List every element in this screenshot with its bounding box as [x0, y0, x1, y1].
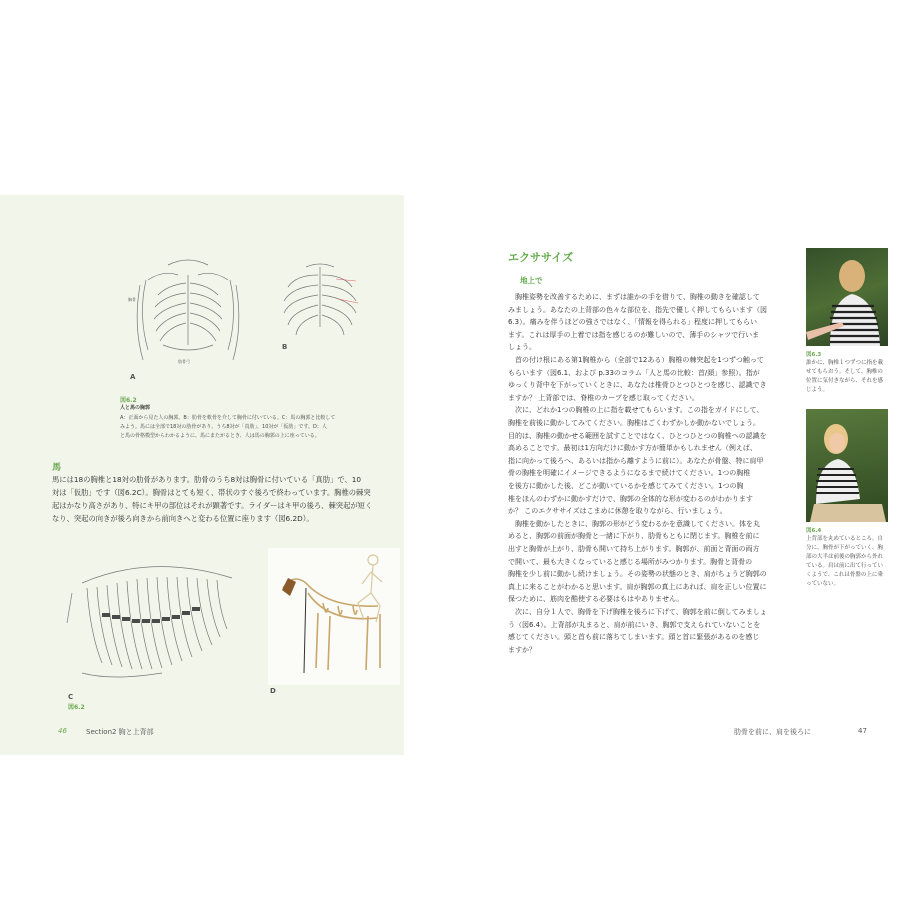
photo-caption: 上背部を丸めているところ。自分に、胸骨が下がっていく、胸部の大半は前後の胸郭から外れている。肩は前に出て行っていくようで、これは骨盤の上に乗っていない。	[806, 536, 884, 587]
paragraph-line: ますか？ 上背部では、脊椎のカーブを感じ取ってください。	[508, 393, 699, 402]
paragraph-line: 起はかなり高さがあり、特にキ甲の部位はそれが顕著です。ライダーはキ甲の後ろ、棘突起が短く	[52, 501, 373, 510]
paragraph-line: う（図6.4）。上背部が丸まると、肩が前にいき、胸郭で支えられていないことを	[508, 620, 761, 629]
paragraph-line: ますか？	[508, 645, 536, 654]
paragraph-line: 胸椎姿勢を改善するために、まずは誰かの手を借りて、胸椎の動きを確認して	[515, 293, 760, 301]
svg-text:胸骨: 胸骨	[128, 297, 136, 302]
paragraph-line: 真上に来ることがわかると思います。肩が胸郭の真上にあれば、肩を正しい位置に	[508, 582, 767, 591]
paragraph-line: 出すと胸骨が上がり、肋骨も開いて持ち上がります。胸郭が、前面と背面の両方	[508, 545, 760, 553]
svg-text:肋骨弓: 肋骨弓	[178, 359, 190, 364]
right-page	[404, 195, 920, 755]
paragraph-line: ます。これは厚手の上着では指を感じるのが難しいので、薄手のシャツで行いま	[508, 330, 760, 339]
paragraph-line: 胸椎を前後に動かしてみてください。胸椎はごくわずかしか動かないでしょう。	[508, 419, 760, 427]
paragraph-line: 馬には18の胸椎と18対の肋骨があります。肋骨のうち8対は胸骨に付いている「真肋」で、10	[52, 475, 362, 484]
paragraph-line: しょう。	[508, 343, 536, 352]
panel-label-c: C	[68, 693, 74, 701]
photo-caption-number: 図6.4	[806, 528, 822, 534]
panel-label-b: B	[282, 343, 288, 351]
horse-and-rider-skeleton-photo	[268, 548, 400, 685]
photo-woman-slouching	[806, 409, 888, 522]
page-number: 46	[58, 727, 67, 735]
paragraph-line: 骨の胸椎を明確にイメージできるようになるまで続けてください。1つの胸椎	[508, 469, 751, 478]
paragraph-line: か？ このエクササイズはこまめに休憩を取りながら、行いましょう。	[508, 507, 727, 516]
paragraph-line: 次に、自分１人で、胸骨を下げ胸椎を後ろに下げて、胸郭を前に倒してみましょ	[515, 608, 767, 616]
figure-caption-number: 図6.2	[68, 704, 85, 711]
paragraph-line: 次に、どれか1つの胸椎の上に指を載せてもらいます。この指をガイドにして、	[515, 406, 764, 415]
rib-cage-front-illustration	[276, 259, 364, 349]
paragraph-line: 胸椎を動かしたときに、胸郭の形がどう変わるかを意識してください。体を丸	[515, 519, 760, 528]
photo-caption-number: 図6.3	[806, 352, 822, 358]
paragraph-line: で開いて、最も大きくなっていると感じる場所がみつかります。胸骨と背骨の	[508, 557, 753, 566]
figure-caption-title: 人と馬の胸郭	[120, 405, 151, 411]
paragraph-line: みましょう。あなたの上背部の色々な部位を、指先で優しく押してもらいます（図	[508, 305, 767, 314]
page-number: 47	[858, 727, 867, 735]
figure-caption-number: 図6.2	[120, 397, 137, 404]
paragraph-line: 保つために、筋肉を酷使する必要はもはやありません。	[508, 595, 684, 604]
left-page	[0, 195, 404, 755]
paragraph-line: 胸椎を少し前に動かし続けましょう。その姿勢の状態のとき、肩がちょうど胸郭の	[508, 570, 767, 579]
panel-label-a: A	[130, 373, 136, 381]
paragraph-line: を後方に動かした後、どこが動いているかを感じてみてください。1つの胸	[508, 482, 744, 490]
figure-caption-line: みよう。馬には全部で18対の肋骨があり、うち8対が「真肋」、10対が「仮肋」です。D：人	[120, 424, 327, 430]
paragraph-line: 高めることです。最初は1方向だけに動かす方が簡単かもしれません（例えば、	[508, 444, 757, 453]
exercise-subtitle: 地上で	[520, 276, 543, 285]
paragraph-line: なり、突起の向きが後ろ向きから前向きへと変わる位置に座ります（図6.2D）。	[52, 514, 314, 523]
paragraph-line: 椎をほんのわずかに動かすだけで、胸郭の全体的な形が変わるのがわかります	[508, 494, 753, 503]
panel-label-d: D	[270, 687, 276, 695]
paragraph-line: 対は「仮肋」です（図6.2C）。胸骨はとても短く、帯状のすぐ後ろで終わっています。胸椎の棘突	[52, 488, 371, 497]
running-head: 肋骨を前に、肩を後ろに	[734, 728, 811, 736]
horse-rib-cage-illustration	[62, 553, 252, 693]
running-head: Section2 胸と上背部	[86, 728, 154, 736]
photo-caption: 誰かに、胸椎１つずつに指を載せてもらおう。そして、胸椎の位置に気付きながら、それを感じよう。	[806, 360, 884, 393]
paragraph-line: 6.3）。痛みを伴うほどの強さではなく、「情報を得られる」程度に押してもらい	[508, 318, 757, 327]
paragraph-line: めると、胸郭の前面が胸骨と一緒に下がり、肋骨もともに閉じます。胸椎を前に	[508, 532, 760, 541]
paragraph-line: もらいます（図6.1、および p.33のコラム「人と馬の比較：首/頚」参照）。指が	[508, 368, 760, 377]
figure-caption-line: A：正面から見た人の胸郭。B：肋骨を軟骨を介して胸骨に付いている。C：馬の胸郭と比較して	[120, 415, 336, 421]
human-rib-cage-illustration	[128, 255, 248, 370]
paragraph-line: 目的は、胸椎の動かせる範囲を試すことではなく、ひとつひとつの胸椎への認識を	[508, 431, 767, 440]
paragraph-line: 指に向かって後ろへ、あるいは指から離すように前に）。あなたが骨盤、特に肩甲	[508, 456, 764, 465]
figure-caption-line: と馬の骨格模型からわかるように、馬にまたがるとき、人は馬の胸郭の上に座っている。	[120, 433, 320, 439]
paragraph-line: ゆっくり背中を下がっていくときに、あなたは椎骨ひとつひとつを感じ、認識でき	[508, 381, 767, 390]
paragraph-line: 感じてください。頭と首も前に落ちてしまいます。頭と首に緊張があるのを感じ	[508, 633, 760, 642]
photo-woman-back-touched	[806, 248, 888, 346]
exercise-title: エクササイズ	[508, 251, 574, 264]
paragraph-line: 首の付け根にある第1胸椎から（全部で12ある）胸椎の棘突起を1つずつ触って	[515, 356, 764, 364]
section-title: 馬	[52, 463, 62, 473]
